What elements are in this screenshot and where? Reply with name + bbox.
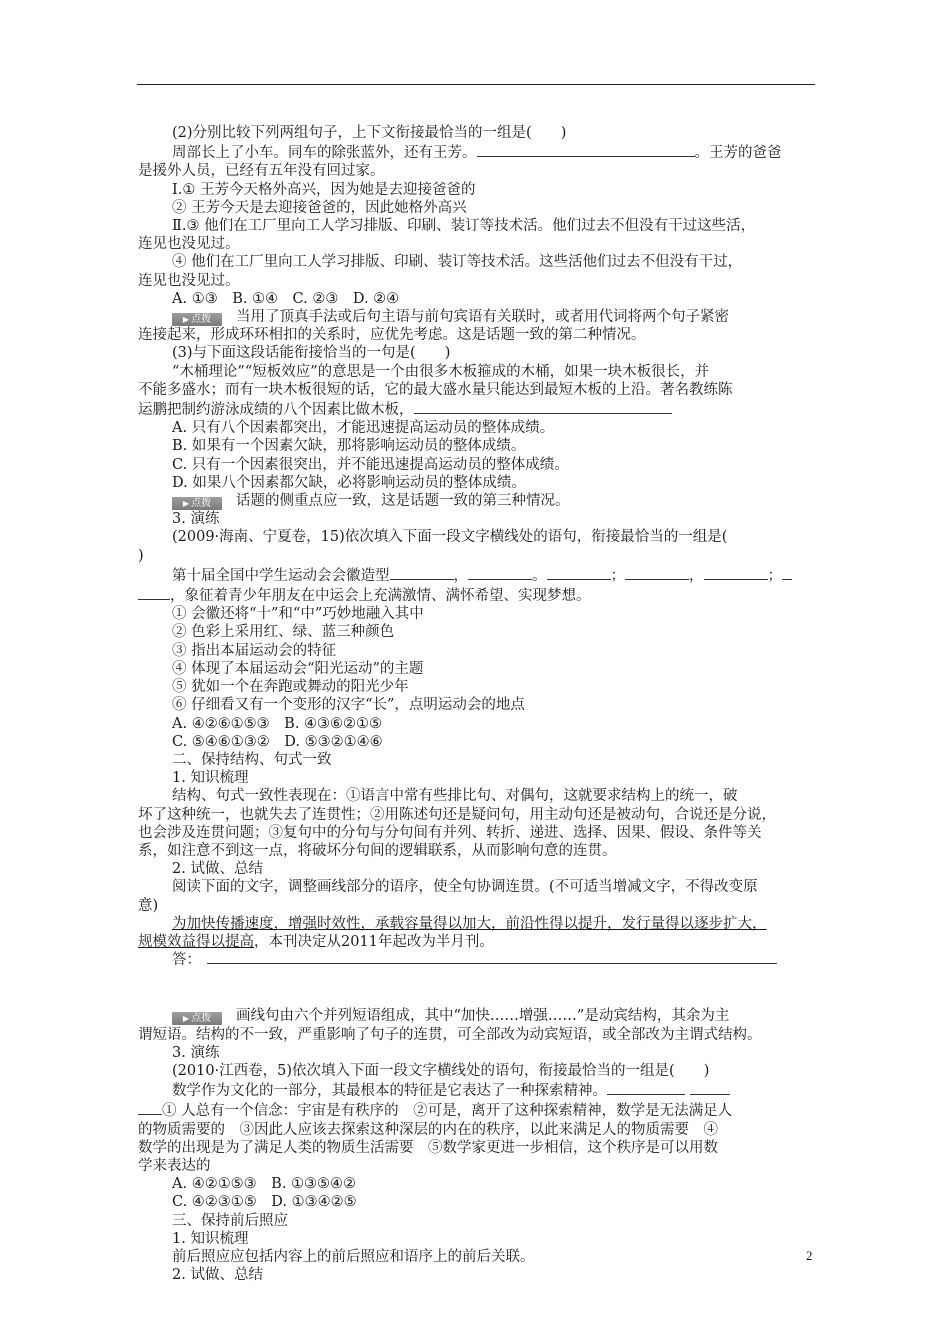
dianbo-note-cont: 连接起来，形成环环相扣的关系时，应优先考虑。这是话题一致的第二种情况。	[138, 327, 646, 344]
arrow-tag-icon: ▶ 点拨	[172, 497, 222, 510]
option-line: ④ 他们在工厂里向工人学习排版、印刷、装订等技术活。这些活他们过去不但没有干过，	[172, 254, 743, 271]
item-5: ⑤ 犹如一个在奔跑或舞动的阳光少年	[172, 679, 409, 696]
underlined-sentence: 为加快传播速度，增强时效性，承载容量得以加大，前沿性得以提升，发行量得以逐步扩大，	[172, 915, 767, 932]
answer-choices: C. ④②③①⑤ D. ①③④②⑤	[172, 1194, 357, 1211]
exercise-stem: (2009·海南、宁夏卷，15)依次填入下面一段文字横线处的语句，衔接最恰当的一组是(	[172, 529, 728, 546]
exercise-stem-cont: 意)	[138, 897, 159, 914]
question-2-passage: 周部长上了小车。同车的除张蓝外，还有王芳。 。王芳的爸爸	[138, 142, 818, 162]
page-number: 2	[806, 1248, 813, 1263]
item-6: ⑥ 仔细看又有一个变形的汉字“长”，点明运动会的地点	[172, 697, 525, 714]
paragraph: 坏了这种统一，也就失去了连贯性；②用陈述句还是疑问句，用主动句还是被动句，合说还是分说，	[138, 806, 776, 823]
option-line: Ⅰ.① 王芳今天格外高兴，因为她是去迎接爸爸的	[172, 181, 476, 198]
section-heading: 三、保持前后照应	[172, 1212, 288, 1229]
exercise-items: 学来表达的	[138, 1157, 211, 1174]
exercise-passage: 第十届全国中学生运动会会徽造型 ， 。 ； ， ；	[138, 565, 818, 585]
header-rule	[137, 84, 815, 85]
fill-blank	[607, 1080, 685, 1095]
paragraph: 也会涉及连贯问题；③复句中的分句与分句间有并列、转折、递进、选择、因果、假设、条件等关	[138, 824, 762, 841]
answer-choices: A. ①③ B. ①④ C. ②③ D. ②④	[172, 290, 400, 307]
spacer	[138, 969, 818, 1007]
subsection-heading: 1. 知识梳理	[172, 770, 249, 787]
exercise-stem: (2010·江西卷，5)依次填入下面一段文字横线处的语句，衔接最恰当的一组是( )	[172, 1062, 710, 1079]
option-c: C. 只有一个因素很突出，并不能迅速提高运动员的整体成绩。	[172, 456, 569, 473]
dianbo-note: ▶ 点拨 画线句由六个并列短语组成，其中“加快……增强……”是动宾结构，其余为主	[138, 1007, 818, 1025]
item-2: ② 色彩上采用红、绿、蓝三种颜色	[172, 624, 395, 641]
arrow-tag-icon: ▶ 点拨	[172, 1012, 222, 1025]
exercise-items: 的物质需要的 ③因此人应该去探索这种深层的内在的秩序，以此来满足人的物质需要 ④	[138, 1121, 718, 1138]
item-1: ① 会徽还将“十”和“中”巧妙地融入其中	[172, 606, 424, 623]
fill-blank	[138, 1100, 162, 1115]
item-4: ④ 体现了本届运动会“阳光运动”的主题	[172, 660, 424, 677]
paragraph: 前后照应应包括内容上的前后照应和语序上的前后关联。	[172, 1248, 535, 1265]
question-3-stem: (3)与下面这段话能衔接恰当的一句是( )	[172, 345, 451, 362]
option-a: A. 只有八个因素都突出，才能迅速提高运动员的整体成绩。	[172, 420, 555, 437]
option-line: ② 王芳今天是去迎接爸爸的，因此她格外高兴	[172, 199, 467, 216]
dianbo-note: ▶ 点拨 话题的侧重点应一致，这是话题一致的第三种情况。	[138, 492, 818, 510]
answer-line: 答：	[138, 951, 818, 969]
dianbo-note-cont: 谓短语。结构的不一致，严重影响了句子的连贯，可全部改为动宾短语，或全部改为主谓式结构。	[138, 1026, 762, 1043]
fill-blank	[390, 565, 454, 580]
fill-blank	[414, 399, 672, 414]
dianbo-note: ▶ 点拨 当用了顶真手法或后句主语与前句宾语有关联时，或者用代词将两个句子紧密	[138, 308, 818, 326]
fill-blank	[782, 565, 792, 580]
fill-blank	[138, 585, 170, 600]
answer-choices: A. ④②①⑤③ B. ①③⑤④②	[172, 1176, 357, 1193]
option-d: D. 如果八个因素都欠缺，必将影响运动员的整体成绩。	[172, 474, 526, 491]
exercise-items: ① 人总有一个信念：宇宙是有秩序的 ②可是，离开了这种探索精神，数学是无法满足人	[138, 1100, 818, 1120]
exercise-stem: 阅读下面的文字，调整画线部分的语序，使全句协调连贯。(不可适当增减文字，不得改变原	[172, 879, 758, 896]
item-3: ③ 指出本届运动会的特征	[172, 642, 337, 659]
answer-choices: A. ④②⑥①⑤③ B. ④③⑥②①⑤	[172, 715, 383, 732]
fill-blank	[547, 565, 611, 580]
option-line: 连见也没见过。	[138, 236, 240, 253]
fill-blank	[468, 565, 532, 580]
subsection-heading: 2. 试做、总结	[172, 861, 263, 878]
option-line: 连见也没见过。	[138, 272, 240, 289]
option-line: Ⅱ.③ 他们在工厂里向工人学习排版、印刷、装订等技术活。他们过去不但没有干过这些活，	[172, 218, 756, 235]
section-heading: 二、保持结构、句式一致	[172, 751, 332, 768]
underlined-sentence-cont: 规模效益得以提高，本刊决定从2011年起改为半月刊。	[138, 933, 494, 950]
question-3-passage: 不能多盛水；而有一块木板很短的话，它的最大盛水量只能达到最短木板的上沿。著名教练陈	[138, 381, 733, 398]
subsection-heading: 2. 试做、总结	[172, 1267, 263, 1284]
subsection-heading: 1. 知识梳理	[172, 1230, 249, 1247]
exercise-stem-cont: )	[138, 547, 144, 564]
paragraph: 结构、句式一致性表现在：①语言中常有些排比句、对偶句，这就要求结构上的统一，破	[172, 788, 738, 805]
fill-blank	[704, 565, 768, 580]
paragraph: 系，如注意不到这一点，将破坏分句间的逻辑联系，从而影响句意的连贯。	[138, 842, 617, 859]
answer-choices: C. ⑤④⑥①③② D. ⑤③②①④⑥	[172, 733, 383, 750]
answer-blank	[207, 951, 777, 964]
exercise-passage: 数学作为文化的一部分，其最根本的特征是它表达了一种探索精神。	[138, 1080, 818, 1100]
fill-blank	[690, 1080, 730, 1095]
section-heading: 3. 演练	[172, 511, 220, 528]
question-2-stem: (2)分别比较下列两组句子，上下文衔接最恰当的一组是( )	[172, 125, 567, 141]
document-body	[138, 124, 818, 1284]
question-3-passage: “木桶理论”“短板效应”的意思是一个由很多木板箍成的木桶，如果一块木板很长，并	[172, 363, 710, 380]
exercise-items: 数学的出现是为了满足人类的物质生活需要 ⑤数学家更进一步相信，这个秩序是可以用数	[138, 1139, 718, 1156]
question-2-passage-cont: 是援外人员，已经有五年没有回过家。	[138, 163, 385, 180]
exercise-passage-cont: ，象征着青少年朋友在中运会上充满激情、满怀希望、实现梦想。	[138, 585, 818, 605]
fill-blank	[625, 565, 689, 580]
fill-blank	[477, 142, 695, 157]
question-3-passage: 运鹏把制约游泳成绩的八个因素比做木板，	[138, 399, 818, 419]
option-b: B. 如果有一个因素欠缺，那将影响运动员的整体成绩。	[172, 438, 526, 455]
arrow-tag-icon: ▶ 点拨	[172, 313, 222, 326]
section-heading: 3. 演练	[172, 1044, 220, 1061]
